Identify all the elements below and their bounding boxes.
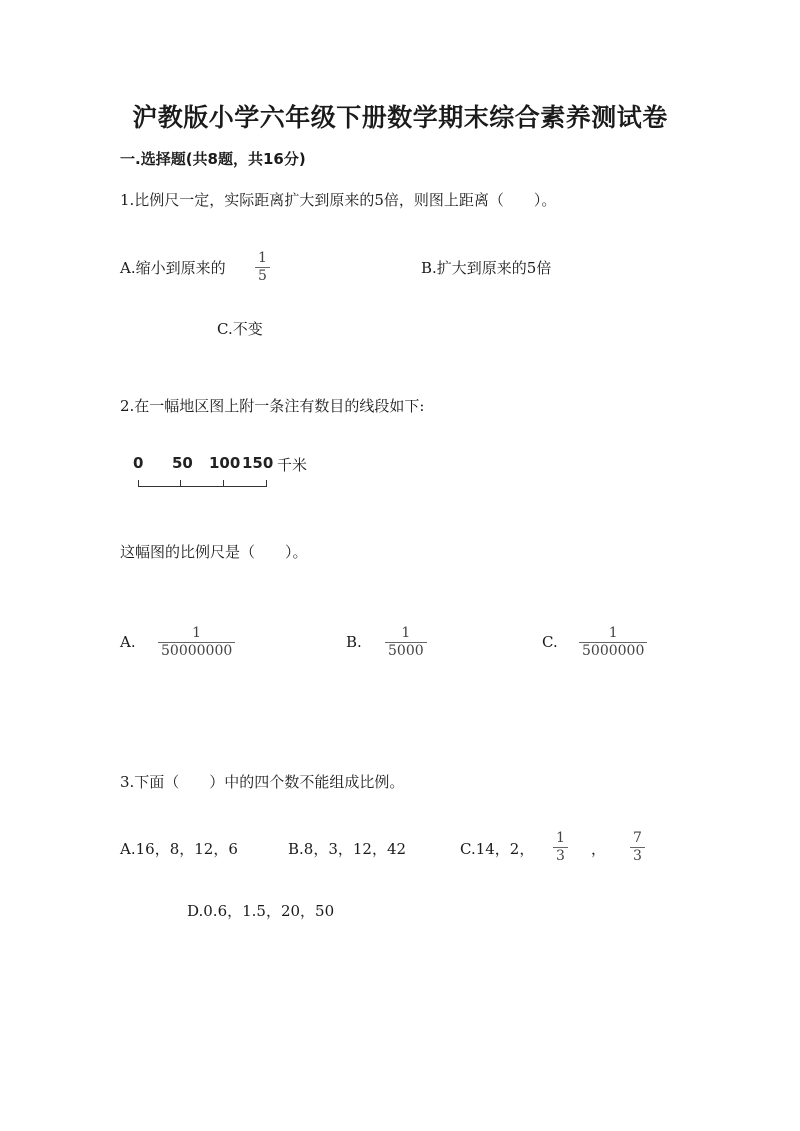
scale-tick: [223, 480, 224, 487]
question-2-option-b-label: B.: [346, 633, 362, 651]
fraction-numerator: 7: [633, 830, 642, 846]
question-3-stem: 3.下面（ ）中的四个数不能组成比例。: [120, 773, 405, 791]
question-3-option-c-label: C.14，2，: [460, 840, 535, 858]
question-3-option-c-fraction-2: [630, 830, 645, 865]
scale-label-50: 50: [172, 454, 193, 472]
fraction-denominator: 3: [556, 848, 565, 864]
scale-tick: [138, 480, 139, 487]
question-2-question: 这幅图的比例尺是（ ）。: [120, 543, 308, 561]
scale-label-150: 150: [242, 454, 274, 472]
fraction-numerator: 1: [192, 625, 202, 641]
question-3-option-c-separator: ，: [591, 840, 607, 858]
question-2-stem: 2.在一幅地区图上附一条注有数目的线段如下:: [120, 397, 425, 415]
fraction-denominator: 5000000: [582, 643, 645, 659]
scale-bar: [130, 454, 330, 494]
question-3-option-c-fraction-1: [553, 830, 568, 865]
question-3-option-a: A.16，8，12，6: [120, 840, 238, 858]
fraction-numerator: 1: [258, 250, 267, 266]
question-3-option-d: D.0.6，1.5，20，50: [187, 902, 335, 920]
fraction-denominator: 5: [258, 268, 267, 284]
question-3-option-b: B.8，3，12，42: [288, 840, 407, 858]
question-1-option-b: B.扩大到原来的5倍: [421, 259, 552, 277]
question-1-option-c: C.不变: [217, 320, 263, 338]
scale-label-100: 100: [209, 454, 241, 472]
scale-tick: [180, 480, 181, 487]
scale-unit: 千米: [277, 456, 308, 474]
page-title: 沪教版小学六年级下册数学期末综合素养测试卷: [132, 103, 668, 132]
fraction-numerator: 1: [608, 625, 618, 641]
question-2-option-c-label: C.: [542, 633, 558, 651]
scale-tick: [266, 480, 267, 487]
scale-label-0: 0: [133, 454, 144, 472]
fraction-denominator: 3: [633, 848, 642, 864]
question-2-option-b-fraction: [385, 625, 427, 660]
question-1-option-a-fraction: [255, 250, 270, 285]
section-heading: 一.选择题(共8题，共16分): [120, 150, 306, 168]
fraction-denominator: 50000000: [161, 643, 233, 659]
fraction-numerator: 1: [401, 625, 411, 641]
fraction-denominator: 5000: [388, 643, 424, 659]
scale-axis-line: [138, 486, 266, 487]
question-2-option-c-fraction: [579, 625, 647, 660]
fraction-numerator: 1: [556, 830, 565, 846]
question-2-option-a-fraction: [158, 625, 235, 660]
question-2-option-a-label: A.: [120, 633, 136, 651]
question-1-stem: 1.比例尺一定，实际距离扩大到原来的5倍，则图上距离（ ）。: [120, 191, 557, 209]
question-1-option-a-label: A.缩小到原来的: [120, 259, 226, 277]
